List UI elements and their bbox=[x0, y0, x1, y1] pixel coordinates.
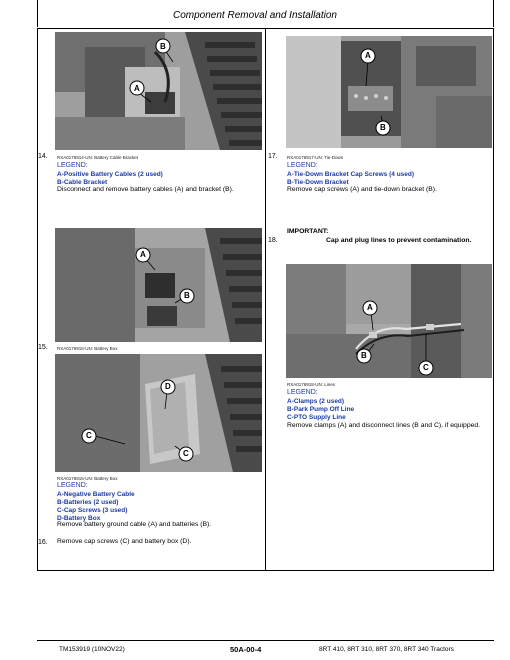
important-label: IMPORTANT: bbox=[287, 228, 329, 235]
legend-item: B-Tie-Down Bracket bbox=[287, 179, 349, 186]
legend-item: D-Battery Box bbox=[57, 515, 101, 522]
step-number-17: 17. bbox=[268, 153, 278, 160]
legend-title: LEGEND: bbox=[57, 482, 88, 489]
callout-c: C bbox=[423, 363, 429, 372]
figure-caption: RXA0176918-UN: Lines bbox=[287, 382, 336, 387]
figure-caption: RXA0176917-UN: Tie-Down bbox=[287, 155, 344, 160]
legend-item: A-Negative Battery Cable bbox=[57, 491, 135, 498]
legend-item: C-PTO Supply Line bbox=[287, 414, 346, 421]
legend-title: LEGEND: bbox=[287, 389, 318, 396]
callout-b: B bbox=[380, 123, 386, 132]
step-instruction: Disconnect and remove battery cables (A) and bracket (B). bbox=[57, 186, 234, 193]
photo-battery-cable-bracket bbox=[55, 32, 262, 150]
legend-item: A-Tie-Down Bracket Cap Screws (4 used) bbox=[287, 171, 415, 178]
callout-c: C bbox=[183, 449, 189, 458]
footer-rule bbox=[37, 640, 494, 641]
callout-b: B bbox=[361, 351, 367, 360]
figure-caption: RXA0176915-UN: Battery Box bbox=[57, 476, 118, 481]
page-title: Component Removal and Installation bbox=[173, 10, 337, 21]
step-number-18: 18. bbox=[268, 237, 278, 244]
callout-c: C bbox=[86, 431, 92, 440]
callout-a: A bbox=[365, 51, 371, 60]
step-instruction: Remove clamps (A) and disconnect lines (B and C), if equipped. bbox=[287, 422, 481, 429]
column-divider bbox=[265, 28, 266, 571]
figure-caption: RXA0176914-UN: Battery Cable Bracket bbox=[57, 155, 139, 160]
photo-lines bbox=[286, 264, 492, 378]
legend-title: LEGEND: bbox=[287, 162, 318, 169]
photo-battery-box-bottom bbox=[55, 354, 262, 472]
step-instruction: Remove battery ground cable (A) and batteries (B). bbox=[57, 521, 212, 528]
photo-tie-down bbox=[286, 36, 492, 148]
legend-item: B-Batteries (2 used) bbox=[57, 499, 119, 506]
callout-b: B bbox=[160, 42, 166, 51]
footer-models: 8RT 410, 8RT 310, 8RT 370, 8RT 340 Tractors bbox=[319, 646, 454, 653]
callout-a: A bbox=[134, 84, 140, 93]
step-instruction: Remove cap screws (A) and tie-down bracket (B). bbox=[287, 186, 437, 193]
legend-item: B-Cable Bracket bbox=[57, 179, 108, 186]
footer-page-number: 50A-00-4 bbox=[230, 645, 262, 654]
photo-battery-box-top bbox=[55, 228, 262, 342]
legend-item: B-Park Pump Off Line bbox=[287, 406, 355, 413]
step-number-15: 15. bbox=[38, 344, 48, 351]
callout-d: D bbox=[165, 382, 171, 391]
legend-item: A-Positive Battery Cables (2 used) bbox=[57, 171, 163, 178]
step-number-16: 16. bbox=[38, 539, 48, 546]
legend-item: C-Cap Screws (3 used) bbox=[57, 507, 128, 514]
callout-a: A bbox=[367, 303, 373, 312]
footer-doc-id: TM153919 (10NOV22) bbox=[59, 646, 125, 653]
important-text: Cap and plug lines to prevent contamination. bbox=[326, 237, 472, 244]
legend-item: A-Clamps (2 used) bbox=[287, 398, 345, 405]
step-instruction: Remove cap screws (C) and battery box (D). bbox=[57, 538, 192, 545]
legend-title: LEGEND: bbox=[57, 162, 88, 169]
step-number-14: 14. bbox=[38, 153, 48, 160]
figure-caption: RXA0176915-UN: Battery Box bbox=[57, 346, 118, 351]
callout-a: A bbox=[140, 250, 146, 259]
callout-b: B bbox=[184, 291, 190, 300]
